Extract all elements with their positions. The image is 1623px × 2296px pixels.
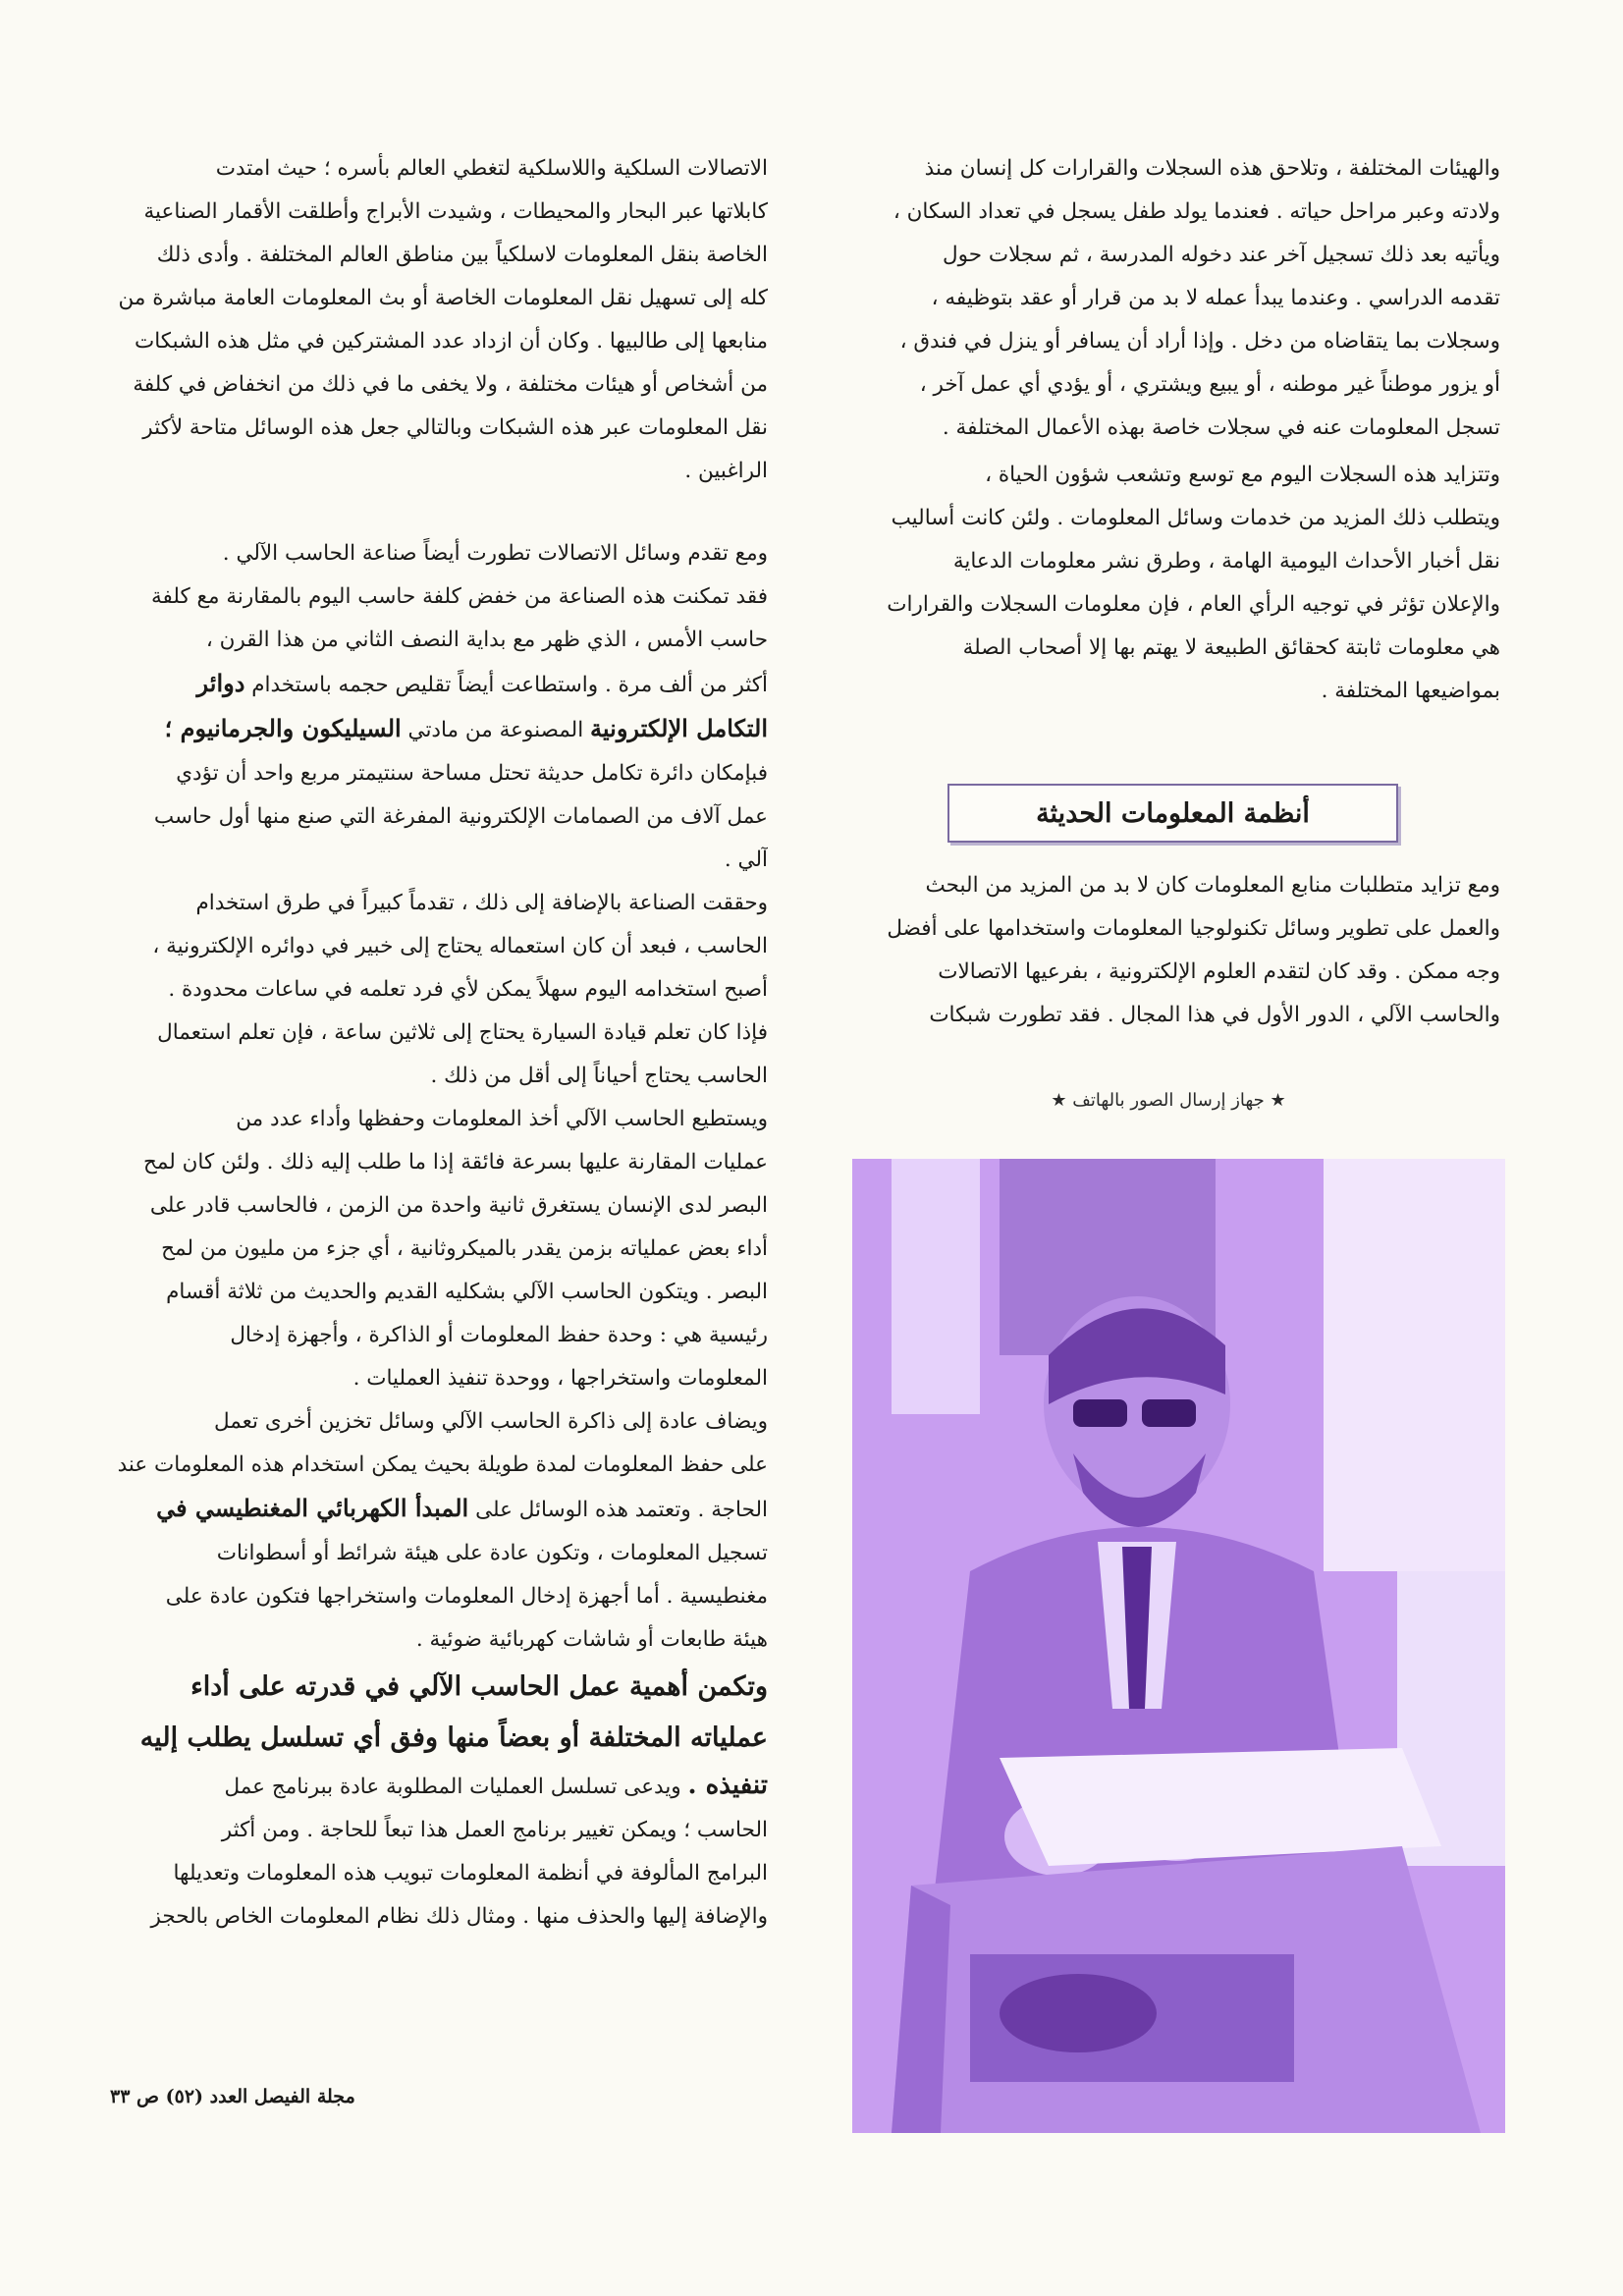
right-column <box>854 147 1500 713</box>
text-line: أداء بعض عملياته بزمن يقدر بالميكروثانية ، أي جزء من مليون من لمح <box>161 1236 768 1261</box>
text-line: وجه ممكن . وقد كان لتقدم العلوم الإلكترونية ، بفرعيها الاتصالات <box>938 959 1500 984</box>
bold-term: المبدأ الكهربائي المغنطيسي في <box>156 1494 469 1522</box>
text-line: الاتصالات السلكية واللاسلكية لتغطي العالم بأسره ؛ حيث امتدت <box>215 156 768 181</box>
text-line: هي معلومات ثابتة كحقائق الطبيعة لا يهتم بها إلا أصحاب الصلة <box>962 635 1500 660</box>
lead-fragment: تنفيذه . <box>687 1771 768 1800</box>
text-line: هيئة طابعات أو شاشات كهربائية ضوئية . <box>415 1627 768 1652</box>
text-line: وسجلات بما يتقاضاه من دخل . وإذا أراد أن يسافر أو ينزل في فندق ، <box>899 329 1500 354</box>
text-line: المعلومات واستخراجها ، ووحدة تنفيذ العمليات . <box>352 1366 768 1391</box>
text-line: فبإمكان دائرة تكامل حديثة تحتل مساحة سنتيمتر مربع واحد أن تؤدي <box>176 761 768 786</box>
text-line: الحاسب ، فبعد أن كان استعماله يحتاج إلى خبير في دوائره الإلكترونية ، <box>152 934 768 958</box>
text-line: الحاسب يحتاج أحياناً إلى أقل من ذلك . <box>430 1064 768 1088</box>
text-line: البصر لدى الإنسان يستغرق ثانية واحدة من الزمن ، فالحاسب قادر على <box>149 1193 768 1218</box>
text-line: من أشخاص أو هيئات مختلفة ، ولا يخفى ما في ذلك من انخفاض في كلفة <box>133 372 768 397</box>
text-line: وحققت الصناعة بالإضافة إلى ذلك ، تقدماً كبيراً في طرق استخدام <box>195 891 768 915</box>
text-line: ولادته وعبر مراحل حياته . فعندما يولد طفل يسجل في تعداد السكان ، <box>893 199 1500 224</box>
text-line: الخاصة بنقل المعلومات لاسلكياً بين مناطق العالم المختلفة . وأدى ذلك <box>156 243 768 267</box>
text-line: عمل آلاف من الصمامات الإلكترونية المفرغة التي صنع منها أول حاسب <box>153 804 768 829</box>
text-line: البرامج المألوفة في أنظمة المعلومات تبويب هذه المعلومات وتعديلها <box>173 1861 768 1886</box>
text-line <box>108 1764 768 1809</box>
text-line: والعمل على تطوير وسائل تكنولوجيا المعلومات واستخدامها على أفضل <box>887 916 1500 941</box>
text-line: ومع تزايد متطلبات منابع المعلومات كان لا بد من المزيد من البحث <box>925 873 1500 898</box>
text-line: الحاسب ؛ ويمكن تغيير برنامج العمل هذا تبعاً للحاجة . ومن أكثر <box>221 1818 768 1842</box>
bold-term: دوائر <box>196 669 245 697</box>
text-line: آلي . <box>724 847 768 872</box>
text-line: تقدمه الدراسي . وعندما يبدأ عمله لا بد من قرار أو عقد بتوظيفه ، <box>931 286 1500 310</box>
text-line: البصر . ويتكون الحاسب الآلي بشكليه القديم والحديث من ثلاثة أقسام <box>166 1280 768 1304</box>
text-line: كابلاتها عبر البحار والمحيطات ، وشيدت الأبراج وأطلقت الأقمار الصناعية <box>143 199 768 224</box>
text-line: تسجل المعلومات عنه في سجلات خاصة بهذه الأعمال المختلفة . <box>942 415 1500 440</box>
text-line: تسجيل المعلومات ، وتكون عادة على هيئة شرائط أو أسطوانات <box>216 1541 768 1565</box>
paragraph <box>108 882 768 1098</box>
paragraph <box>108 1098 768 1400</box>
text-line <box>108 1487 768 1532</box>
text-line: والإضافة إليها والحذف منها . ومثال ذلك نظام المعلومات الخاص بالحجز <box>150 1904 768 1929</box>
text-line: رئيسية هي : وحدة حفظ المعلومات أو الذاكرة ، وأجهزة إدخال <box>230 1323 768 1347</box>
text-line: منابعها إلى طالبيها . وكان أن ازداد عدد المشتركين في مثل هذه الشبكات <box>135 329 768 354</box>
text-line: حاسب الأمس ، الذي ظهر مع بداية النصف الثاني من هذا القرن ، <box>205 628 768 652</box>
section-heading-text: أنظمة المعلومات الحديثة <box>1036 797 1310 829</box>
photo-man-with-fax-machine <box>852 1159 1505 2133</box>
text-line: نقل المعلومات عبر هذه الشبكات وبالتالي جعل هذه الوسائل متاحة لأكثر <box>142 415 768 440</box>
text-fragment: ويدعى تسلسل العمليات المطلوبة عادة ببرنامج عمل <box>224 1775 681 1799</box>
text-line: والحاسب الآلي ، الدور الأول في هذا المجال . فقد تطورت شبكات <box>929 1003 1500 1027</box>
text-line <box>108 707 768 752</box>
paragraph <box>854 147 1500 450</box>
paragraph <box>854 454 1500 713</box>
section-heading <box>947 784 1398 843</box>
bold-term: التكامل الإلكترونية <box>590 714 768 742</box>
text-line: فقد تمكنت هذه الصناعة من خفض كلفة حاسب اليوم بالمقارنة مع كلفة <box>150 584 768 609</box>
text-line: عمليات المقارنة عليها بسرعة فائقة إذا ما طلب إليه ذلك . ولئن كان لمح <box>142 1150 768 1175</box>
text-line: كله إلى تسهيل نقل المعلومات الخاصة أو بث المعلومات العامة مباشرة من <box>118 286 768 310</box>
photo-caption: ★ جهاز إرسال الصور بالهاتف ★ <box>1051 1090 1286 1111</box>
paragraph <box>108 1662 768 1939</box>
text-line: والإعلان تؤثر في توجيه الرأي العام ، فإن معلومات السجلات والقرارات <box>887 592 1500 617</box>
right-column-lower <box>854 864 1500 1037</box>
paragraph <box>854 864 1500 1037</box>
paragraph <box>108 532 768 882</box>
text-fragment: أكثر من ألف مرة . واستطاعت أيضاً تقليص حجمه باستخدام <box>251 673 768 697</box>
text-line: ويأتيه بعد ذلك تسجيل آخر عند دخوله المدرسة ، ثم سجلات حول <box>943 243 1500 267</box>
text-line: الراغبين . <box>684 459 768 483</box>
text-line: أصبح استخدامه اليوم سهلاً يمكن لأي فرد تعلمه في ساعات محدودة . <box>168 977 768 1002</box>
lead-line: وتكمن أهمية عمل الحاسب الآلي في قدرته على أداء <box>190 1671 768 1702</box>
text-line: نقل أخبار الأحداث اليومية الهامة ، وطرق نشر معلومات الدعاية <box>952 549 1500 574</box>
lead-line: عملياته المختلفة أو بعضاً منها وفق أي تسلسل يطلب إليه <box>139 1722 768 1753</box>
bold-term: السيليكون والجرمانيوم ؛ <box>164 714 402 742</box>
text-fragment: الحاجة . وتعتمد هذه الوسائل على <box>475 1498 768 1522</box>
text-line: مغنطيسية . أما أجهزة إدخال المعلومات واستخراجها فتكون عادة على <box>165 1584 768 1609</box>
text-line: أو يزور موطناً غير موطنه ، أو يبيع ويشتري ، أو يؤدي أي عمل آخر ، <box>919 372 1500 397</box>
text-line: فإذا كان تعلم قيادة السيارة يحتاج إلى ثلاثين ساعة ، فإن تعلم استعمال <box>157 1020 768 1045</box>
paragraph <box>108 1400 768 1662</box>
text-line: ويضاف عادة إلى ذاكرة الحاسب الآلي وسائل تخزين أخرى تعمل <box>213 1409 768 1434</box>
text-line: ويستطيع الحاسب الآلي أخذ المعلومات وحفظها وأداء عدد من <box>236 1107 768 1131</box>
text-line: ومع تقدم وسائل الاتصالات تطورت أيضاً صناعة الحاسب الآلي . <box>222 541 768 566</box>
page-footer: مجلة الفيصل العدد (٥٢) ص ٣٣ <box>110 2086 355 2107</box>
text-line: على حفظ المعلومات لمدة طويلة بحيث يمكن استخدام هذه المعلومات عند <box>117 1452 768 1477</box>
text-fragment: المصنوعة من مادتي <box>407 718 584 742</box>
left-column <box>108 147 768 1939</box>
text-line: ويتطلب ذلك المزيد من خدمات وسائل المعلومات . ولئن كانت أساليب <box>891 506 1500 530</box>
paragraph <box>108 147 768 493</box>
text-line <box>108 662 768 707</box>
text-line: والهيئات المختلفة ، وتلاحق هذه السجلات والقرارات كل إنسان منذ <box>924 156 1500 181</box>
text-line: وتتزايد هذه السجلات اليوم مع توسع وتشعب شؤون الحياة ، <box>985 463 1500 487</box>
text-line: بمواضيعها المختلفة . <box>1321 679 1500 703</box>
